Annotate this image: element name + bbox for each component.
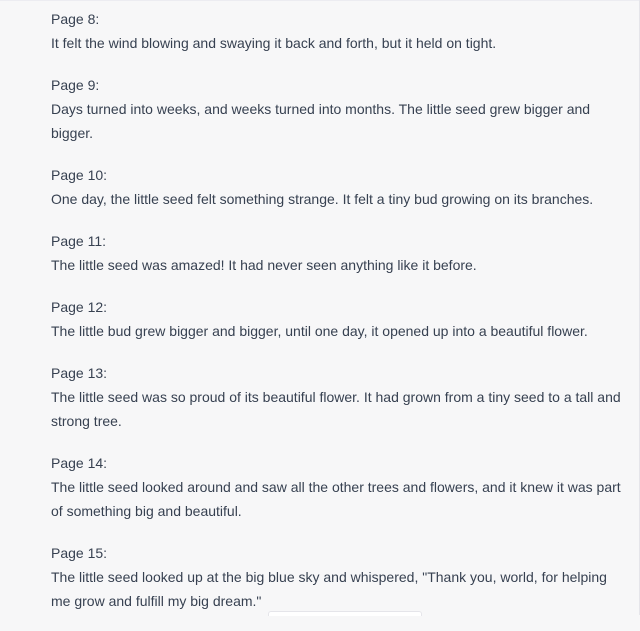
page-text: The little seed looked up at the big blue sky and whispered, "Thank you, world, for helping me grow and fulfill my big dream." [51,569,607,609]
page-text: The little bud grew bigger and bigger, until one day, it opened up into a beautiful flower. [51,323,588,339]
page-label: Page 10: [51,167,108,183]
page-text: The little seed was amazed! It had never seen anything like it before. [51,257,477,273]
page-label: Page 13: [51,365,108,381]
page-block-15 [51,541,626,613]
page-block-11 [51,229,626,277]
page-text: The little seed looked around and saw all the other trees and flowers, and it knew it was part of something big and beautiful. [51,479,621,519]
page-block-12 [51,295,626,343]
input-bar-edge [268,611,422,616]
page-text: Days turned into weeks, and weeks turned into months. The little seed grew bigger and bigger. [51,101,591,141]
page-block-8 [51,7,626,55]
page-label: Page 14: [51,455,108,471]
page-text: One day, the little seed felt something strange. It felt a tiny bud growing on its branches. [51,191,594,207]
top-divider [0,0,640,1]
page-block-9 [51,73,626,145]
page-block-14 [51,451,626,523]
page-label: Page 11: [51,233,107,249]
page-label: Page 12: [51,299,108,315]
page-label: Page 15: [51,545,108,561]
story-content [51,7,626,631]
page-text: It felt the wind blowing and swaying it back and forth, but it held on tight. [51,35,497,51]
page-block-13 [51,361,626,433]
page-block-10 [51,163,626,211]
page-text: The little seed was so proud of its beautiful flower. It had grown from a tiny seed to a tall and strong tree. [51,389,621,429]
page-label: Page 8: [51,11,100,27]
page-label: Page 9: [51,77,100,93]
